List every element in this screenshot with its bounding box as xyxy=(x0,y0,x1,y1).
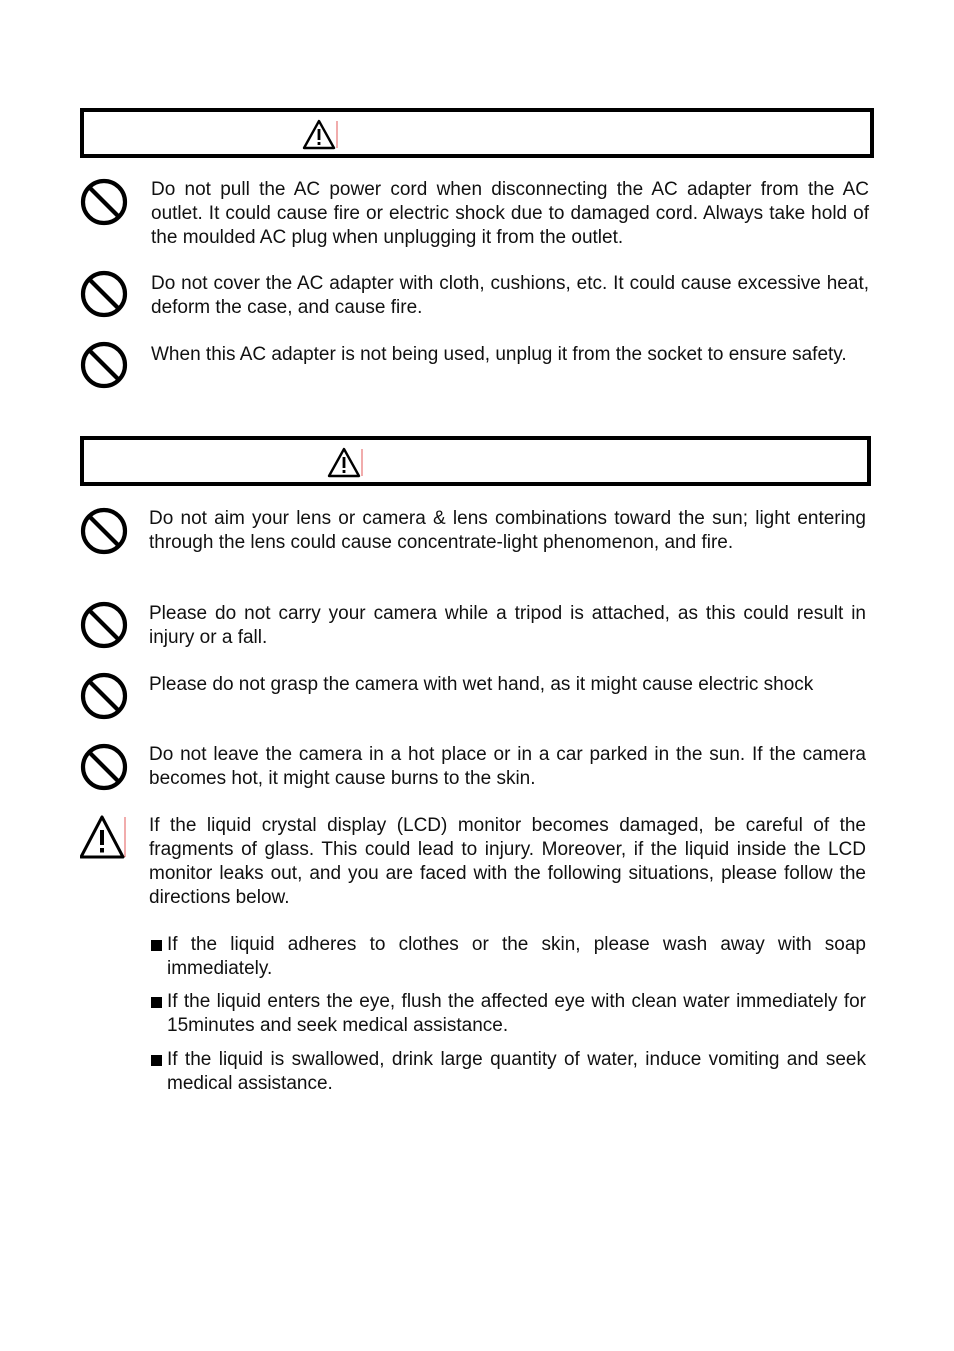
section1-header xyxy=(80,108,874,158)
list-item xyxy=(80,743,870,799)
prohibition-icon xyxy=(80,601,130,656)
list-item xyxy=(80,672,870,728)
bullet-item: If the liquid is swallowed, drink large quantity of water, induce vomiting and seek medical assistance. xyxy=(149,1048,866,1096)
section2-header xyxy=(80,436,871,486)
item-text: Please do not carry your camera while a tripod is attached, as this could result in injury or a fall. xyxy=(149,603,866,648)
prohibition-icon xyxy=(80,341,130,396)
item-text: When this AC adapter is not being used, unplug it from the socket to ensure safety. xyxy=(151,344,847,365)
prohibition-icon xyxy=(80,507,130,562)
bullet-square-icon xyxy=(151,940,162,951)
item-text: If the liquid crystal display (LCD) monitor becomes damaged, be careful of the fragments of glass. This could lead to injury. Moreover, if the liquid inside the LCD monitor leaks out, and you are faced with the following situations, please follow the directions below. xyxy=(149,815,866,908)
warning-triangle-icon xyxy=(327,446,365,485)
list-item xyxy=(80,270,870,326)
bullet-square-icon xyxy=(151,997,162,1008)
list-item xyxy=(80,507,870,587)
bullet-square-icon xyxy=(151,1055,162,1066)
prohibition-icon xyxy=(80,270,130,325)
item-text: Please do not grasp the camera with wet hand, as it might cause electric shock xyxy=(149,674,814,695)
prohibition-icon xyxy=(80,743,130,798)
warning-triangle-icon xyxy=(80,814,130,867)
prohibition-icon xyxy=(80,178,130,233)
list-item xyxy=(80,341,870,397)
prohibition-icon xyxy=(80,672,130,727)
bullet-item: If the liquid enters the eye, flush the affected eye with clean water immediately for 15minutes and seek medical assistance. xyxy=(149,990,866,1038)
bullet-item: If the liquid adheres to clothes or the skin, please wash away with soap immediately. xyxy=(149,933,866,981)
item-text: Do not aim your lens or camera & lens combinations toward the sun; light entering through the lens could cause concentrate-light phenomenon, and fire. xyxy=(149,508,866,553)
list-item xyxy=(80,601,870,657)
item-text: Do not cover the AC adapter with cloth, cushions, etc. It could cause excessive heat, deform the case, and cause fire. xyxy=(151,273,869,318)
item-text: Do not leave the camera in a hot place or in a car parked in the sun. If the camera becomes hot, it might cause burns to the skin. xyxy=(149,744,866,789)
list-item xyxy=(80,178,870,258)
warning-triangle-icon xyxy=(302,118,340,157)
list-item xyxy=(80,814,870,914)
item-text: Do not pull the AC power cord when disconnecting the AC adapter from the AC outlet. It could cause fire or electric shock due to damaged cord. Always take hold of the moulded AC plug when unplugging it from the outlet. xyxy=(151,179,869,248)
